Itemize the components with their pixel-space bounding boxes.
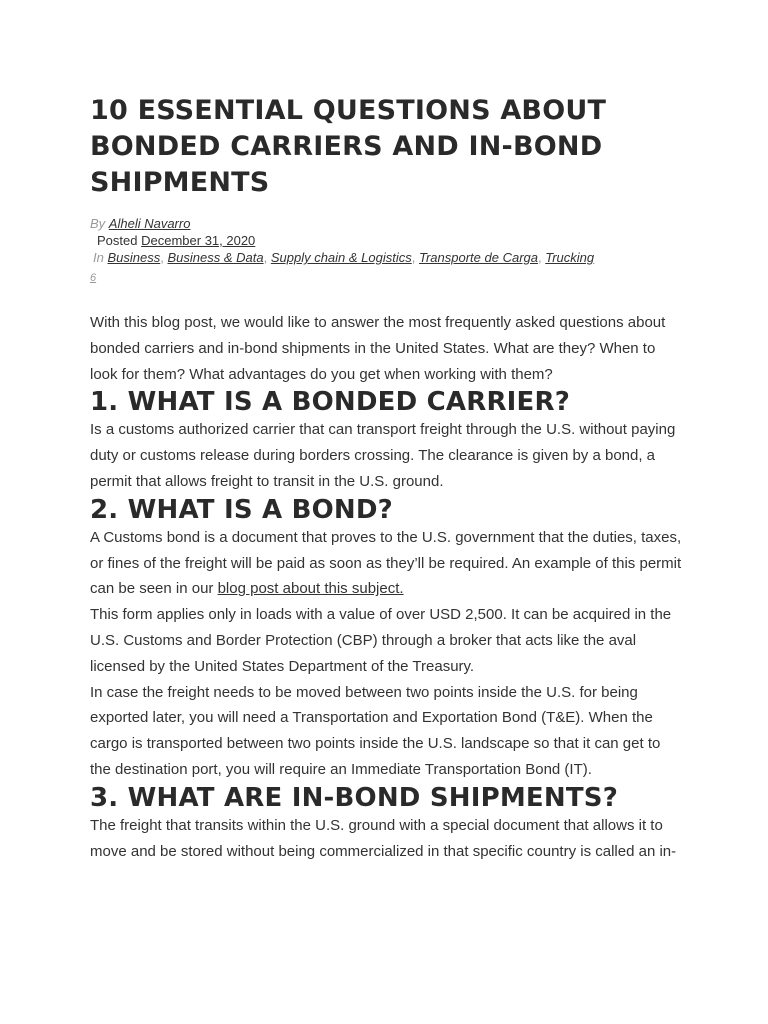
section-paragraph-bond-1 [90, 525, 682, 602]
author-link[interactable]: Alheli Navarro [108, 216, 191, 231]
section-paragraph-bonded-carrier: Is a customs authorized carrier that can transport freight through the U.S. without paying duty or customs release during borders crossing. The clearance is given by a bond, a permit that allows freight to transit in the U.S. ground. [90, 421, 676, 490]
in-label: In [93, 250, 104, 265]
section-paragraph-bond-3: In case the freight needs to be moved between two points inside the U.S. for being exported later, you will need a Transportation and Exportation Bond (T&E). When the cargo is transported between two points inside the U.S. landscape so that it can get to the destination port, you will require an Immediate Transportation Bond (IT). [90, 683, 661, 778]
section-paragraph-in-bond-shipments: The freight that transits within the U.S. ground with a special document that allows it to move and be stored without being commercialized in that specific country is called an in- [90, 816, 677, 860]
article-meta [90, 215, 682, 287]
comments-count-link[interactable]: 6 [90, 272, 97, 284]
article-title: 10 ESSENTIAL QUESTIONS ABOUT BONDED CARRIERS AND IN-BOND SHIPMENTS [90, 95, 607, 198]
date-link[interactable]: December 31, 2020 [141, 233, 256, 248]
blog-post-link[interactable]: blog post about this subject. [217, 580, 404, 598]
posted-label: Posted [97, 233, 138, 248]
section-heading-in-bond-shipments: 3. WHAT ARE IN-BOND SHIPMENTS? [90, 782, 618, 813]
category-link-business-data[interactable]: Business & Data [167, 250, 264, 265]
section-heading-bond: 2. WHAT IS A BOND? [90, 494, 393, 525]
bond-paragraph-text: A Customs bond is a document that proves to the U.S. government that the duties, taxes, or fines of the freight will be paid as soon as they’ll be required. An example of this permit can be seen in our [90, 528, 682, 598]
section-heading-bonded-carrier: 1. WHAT IS A BONDED CARRIER? [90, 387, 571, 418]
posted-line [90, 232, 682, 249]
category-link-transporte-de-carga[interactable]: Transporte de Carga [419, 250, 538, 265]
comments-line [90, 266, 682, 287]
article [90, 93, 682, 864]
category-link-supply-chain[interactable]: Supply chain & Logistics [270, 250, 412, 265]
intro-paragraph: With this blog post, we would like to answer the most frequently asked questions about bonded carriers and in-bond shipments in the United States. What are they? When to look for them? What advantages do you get when working with them? [90, 314, 666, 383]
category-link-trucking[interactable]: Trucking [545, 250, 595, 265]
category-link-business[interactable]: Business [107, 250, 161, 265]
by-label: By [90, 216, 106, 231]
section-paragraph-bond-2: This form applies only in loads with a value of over USD 2,500. It can be acquired in the U.S. Customs and Border Protection (CBP) through a broker that acts like the aval licensed by the United States Department of the Treasury. [90, 606, 672, 675]
categories-line: In Business, Business & Data, Supply chain & Logistics, Transporte de Carga, Trucking [93, 250, 595, 265]
byline [90, 215, 682, 232]
